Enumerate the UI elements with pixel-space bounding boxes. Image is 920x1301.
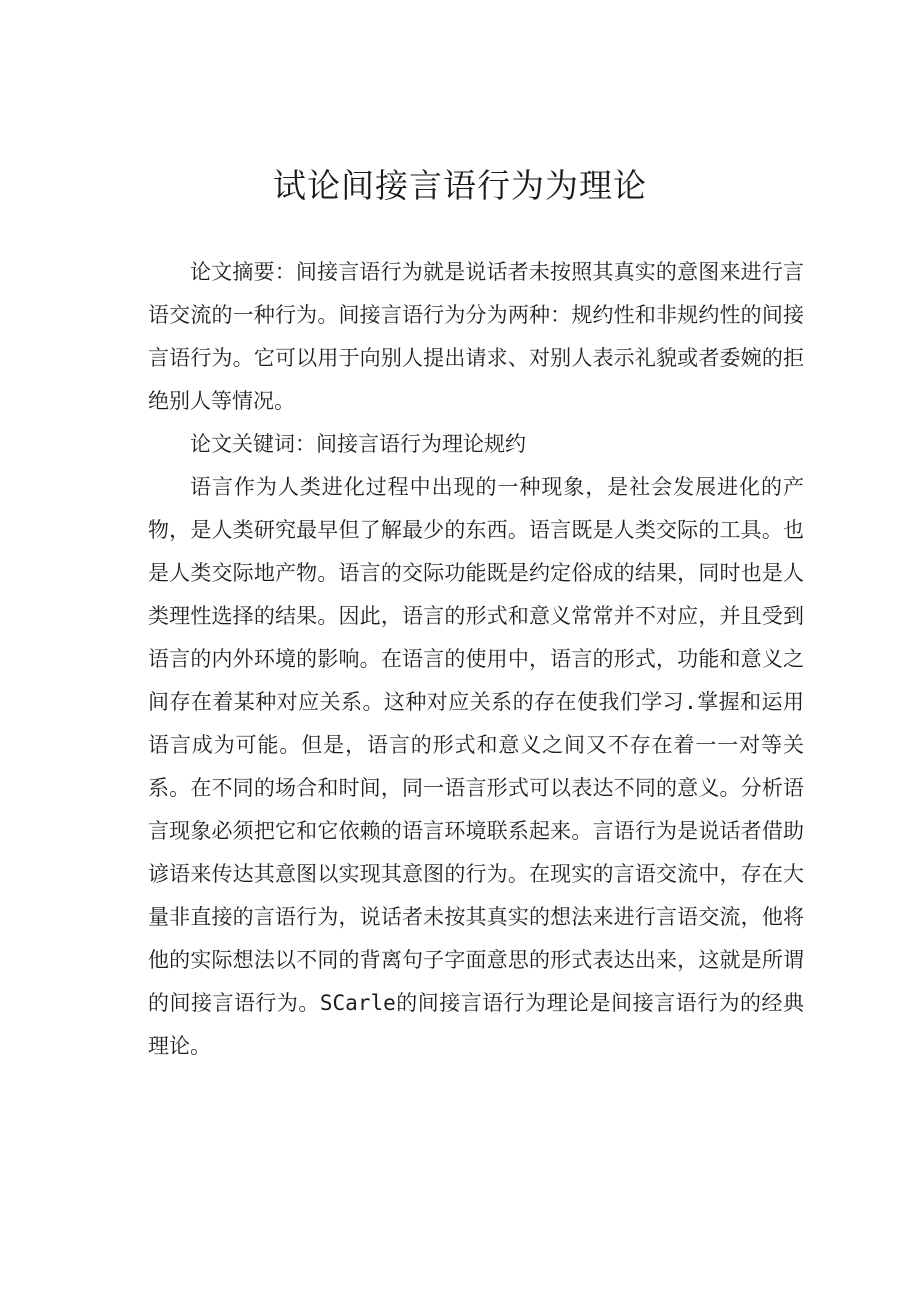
keywords-paragraph: 论文关键词：间接言语行为理论规约 (190, 432, 526, 456)
body-paragraph: 语言作为人类进化过程中出现的一种现象，是社会发展进化的产物，是人类研究最早但了解最少的东西。语言既是人类交际的工具。也是人类交际地产物。语言的交际功能既是约定俗成的结果，同时也是人类理性选择的结果。因此，语言的形式和意义常常并不对应，并且受到语言的内外环境的影响。在语言的使用中，语言的形式，功能和意义之间存在着某种对应关系。这种对应关系的存在使我们学习.掌握和运用语言成为可能。但是，语言的形式和意义之间又不存在着一一对等关系。在不同的场合和时间，同一语言形式可以表达不同的意义。分析语言现象必须把它和它依赖的语言环境联系起来。言语行为是说话者借助谚语来传达其意图以实现其意图的行为。在现实的言语交流中，存在大量非直接的言语行为，说话者未按其真实的想法来进行言语交流，他将他的实际想法以不同的背离句子字面意思的形式表达出来，这就是所谓的间接言语行为。SCarle的间接言语行为理论是间接言语行为的经典理论。 (148, 475, 804, 1058)
abstract-paragraph: 论文摘要：间接言语行为就是说话者未按照其真实的意图来进行言语交流的一种行为。间接言语行为分为两种：规约性和非规约性的间接言语行为。它可以用于向别人提出请求、对别人表示礼貌或者委婉的拒绝别人等情况。 (148, 260, 804, 413)
document-title: 试论间接言语行为为理论 (273, 166, 647, 205)
document-body (148, 251, 804, 1068)
